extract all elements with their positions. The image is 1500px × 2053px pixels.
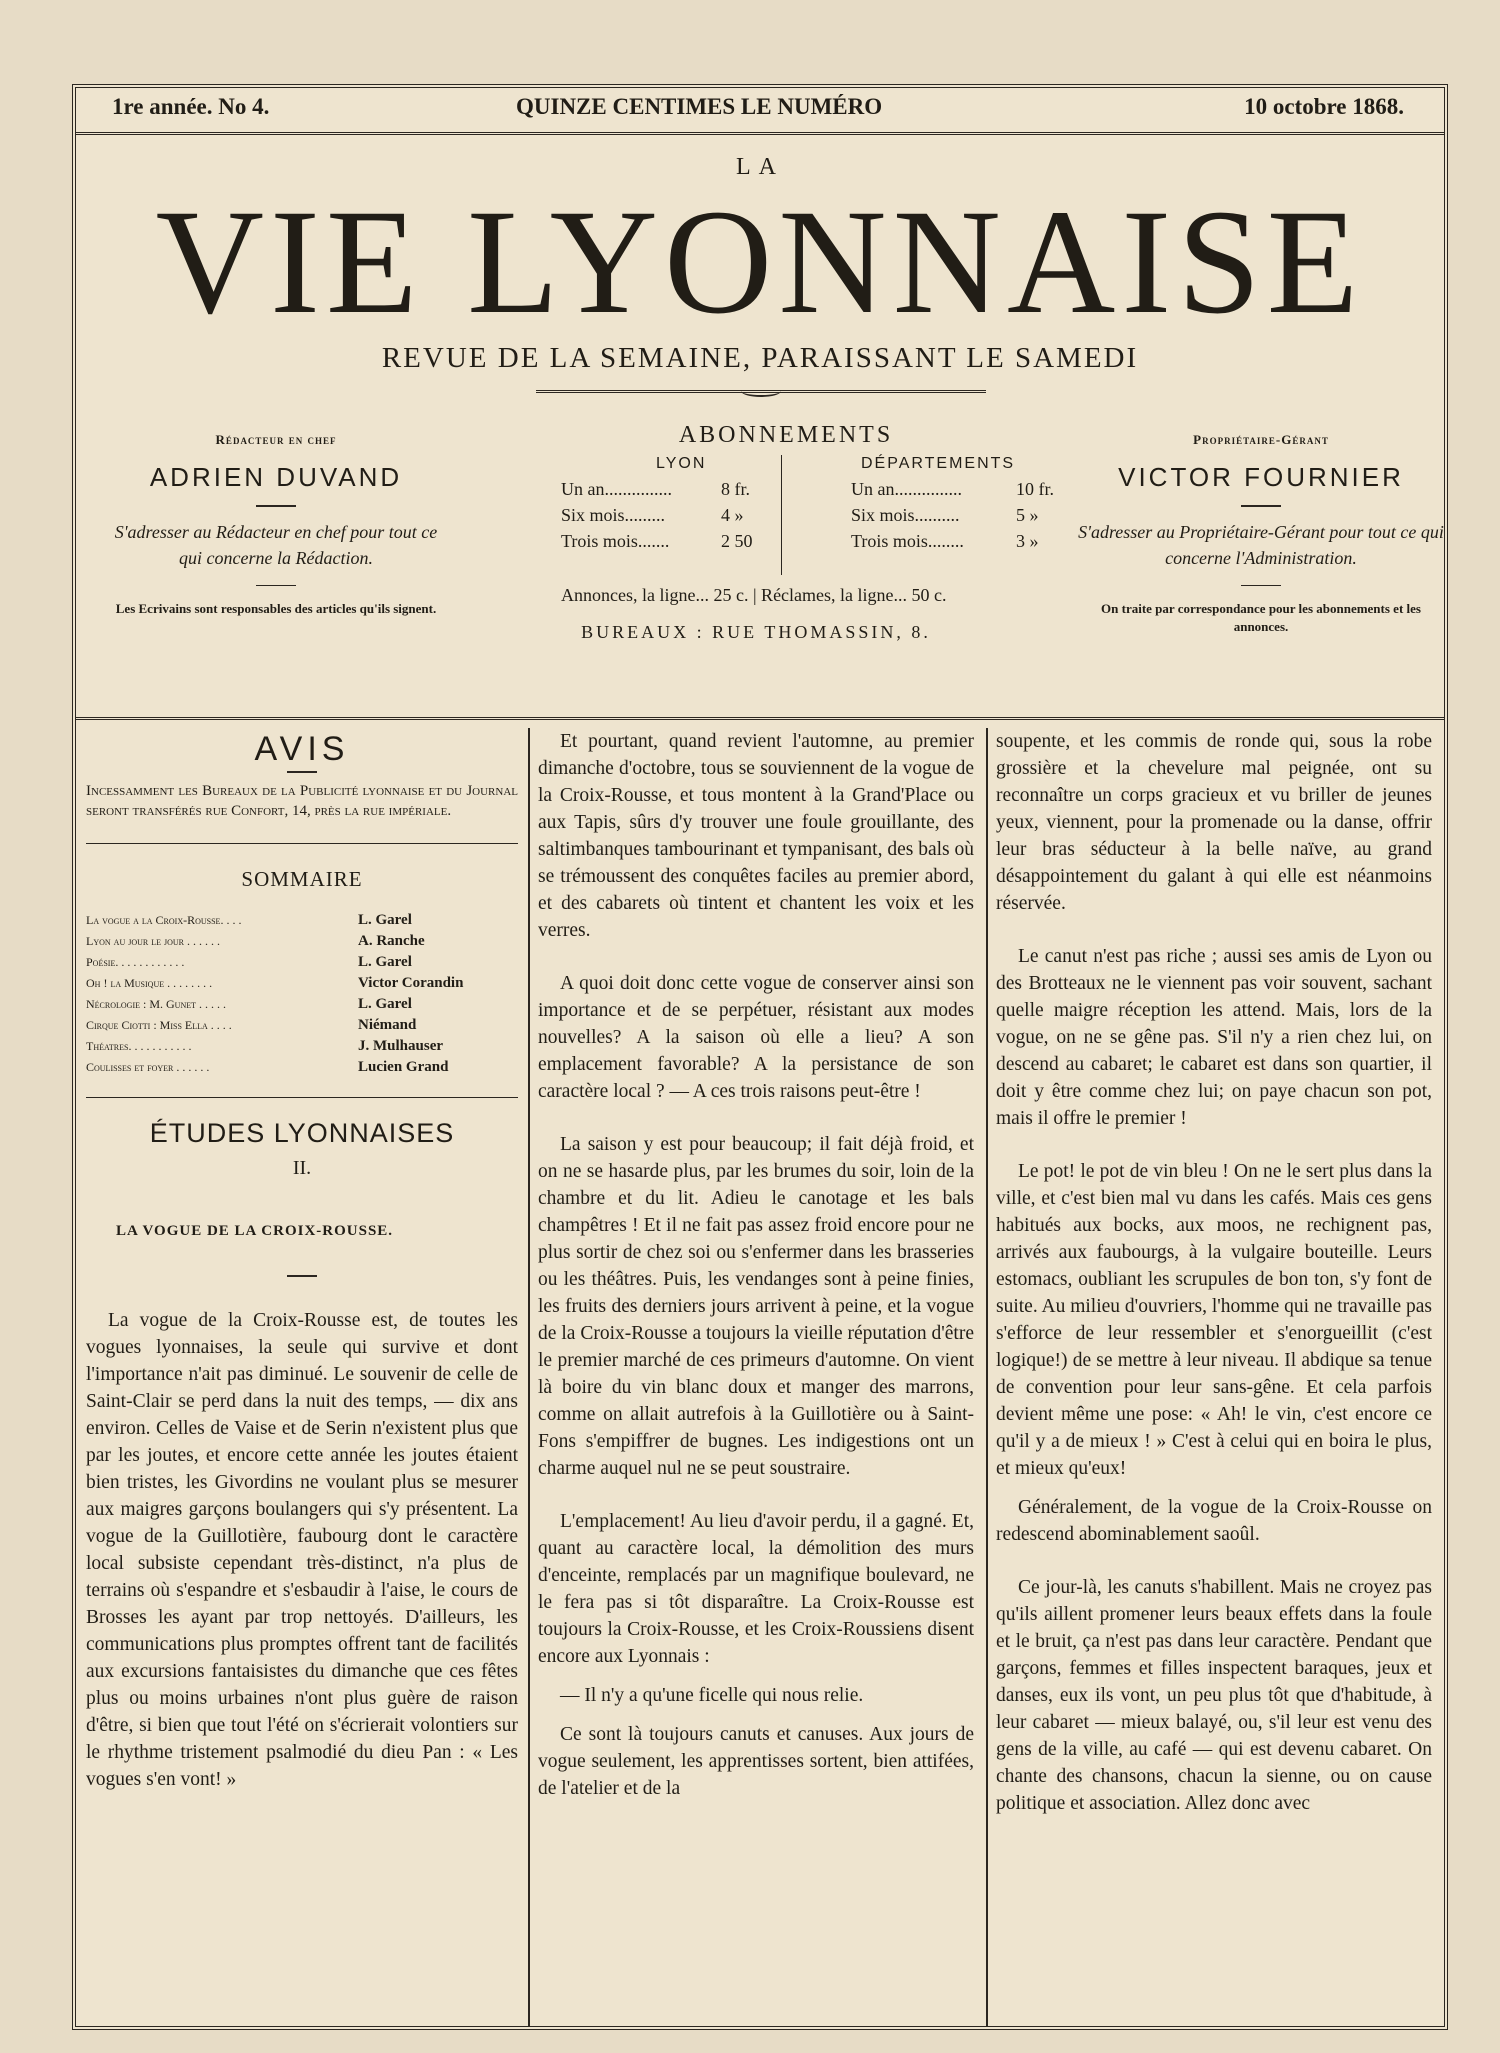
- sommaire-list: [86, 907, 518, 1075]
- item-title: Coulisses et foyer . . . . . .: [86, 1060, 210, 1074]
- item-author: L. Garel: [358, 954, 412, 970]
- issue-bar: [76, 88, 1444, 135]
- bureaux-address: BUREAUX : RUE THOMASSIN, 8.: [581, 622, 931, 642]
- paragraph: Ce sont là toujours canuts et canuses. Aux jours de vogue seulement, les apprentisses sortent, bien attifées, de l'atelier et de la: [538, 1724, 974, 1799]
- paragraph: Généralement, de la vogue de la Croix-Rousse on redescend abominablement saoûl.: [996, 1497, 1432, 1545]
- column-3: [996, 728, 1432, 1817]
- paragraph: Ce jour-là, les canuts s'habillent. Mais ne croyez pas qu'ils aillent promener leurs beaux effets dans la foule et le bruit, ça n'est pas dans leur caractère. Pendant que garçons, femmes et filles inspectent baraques, jeux et danses, eux ils vont, un peu plus tôt que d'habitude, à leur cabaret — mieux balayé, ou, s'il leur est venu des gens de la ville, au café — qui est devenu cabaret. On chante des chansons, chacun la sienne, ou on cause politique et association. Allez donc avec: [996, 1577, 1432, 1814]
- list-item: [86, 991, 518, 1012]
- list-item: [86, 1012, 518, 1033]
- subscriptions: [476, 422, 1096, 643]
- flourish: [256, 505, 296, 507]
- column-1: [86, 728, 518, 1793]
- section-rule: [86, 1097, 518, 1098]
- paragraph: Et pourtant, quand revient l'automne, au premier dimanche d'octobre, tous se souviennent de la vogue de la Croix-Rousse, et tous montent à la Grand'Place ou aux Tapis, sûrs d'y trouver une foule grouillante, des saltimbanques tambourinant et tympanisant, des bals où se trémoussent des conquêtes faciles au premier abord, et des cabarets où tintent et chantent les voix et les verres.: [538, 731, 974, 941]
- masthead: [76, 132, 1444, 717]
- item-author: Victor Corandin: [358, 975, 464, 991]
- lyon-row-price: 2 50: [721, 531, 753, 551]
- lyon-row-label: Un an...............: [561, 479, 672, 499]
- spacer: [996, 917, 1432, 943]
- item-title: Nécrologie : M. Gunet . . . . .: [86, 997, 226, 1011]
- section-number: II.: [292, 1157, 312, 1179]
- paragraph: Le pot! le pot de vin bleu ! On ne le sert plus dans la ville, et c'est bien mal vu dans les cafés. Mais ces gens habitués aux bocks, aux moos, ne rechignent pas, arrivés aux faubourgs, à la vulgaire bouteille. Leurs estomacs, oubliant les scrupules de bon ton, s'y font de suite. Au milieu d'ouvriers, l'homme qui ne travaille pas s'efforce de leur ressembler et s'enorgueillit (c'est logique!) de se mettre à leur niveau. Il abdique sa tenue de convention pour leur sans-gêne. Et cela parfois devient même une pose: « Ah! le vin, c'est encore ce qu'il y a de mieux ! » C'est à celui qui en boira le plus, et mieux qu'eux!: [996, 1161, 1432, 1479]
- item-title: Lyon au jour le jour . . . . . .: [86, 934, 220, 948]
- list-item: [86, 907, 518, 928]
- dep-row-price: 10 fr.: [1016, 479, 1054, 499]
- divider: [287, 1275, 317, 1277]
- list-item: [86, 928, 518, 949]
- paragraph: A quoi doit donc cette vogue de conserver ainsi son importance et de se perpétuer, résistant aux modes nouvelles? A la saison où elle a lieu? A son emplacement favorable? A la persistance de son caractère local ? — A ces trois raisons peut-être !: [538, 973, 974, 1102]
- masthead-article: LA: [736, 154, 784, 180]
- item-title: Cirque Ciotti : Miss Ella . . . .: [86, 1018, 232, 1032]
- article-title: LA VOGUE DE LA CROIX-ROUSSE.: [116, 1223, 394, 1239]
- manager-name: VICTOR FOURNIER: [1118, 462, 1404, 492]
- list-item: [86, 970, 518, 991]
- list-item: [86, 1054, 518, 1075]
- spacer: [538, 1482, 974, 1508]
- paragraph: La vogue de la Croix-Rousse est, de toutes les vogues lyonnaises, la seule qui survive et dont l'importance n'ait pas diminué. Le souvenir de celle de Saint-Clair se perd dans la nuit des temps, — dix ans environ. Celles de Vaise et de Serin n'existent plus que par les joutes, et encore cette année les joutes étaient bien tristes, les Givordins ne voulant plus se mesurer aux maigres garçons boulangers qui s'y présentent. La vogue de la Guillotière, faubourg dont le caractère local subsiste cependant très-distinct, n'a plus de terrains où s'espandre et s'esbaudir à l'aise, le cours de Brosses les ayant par trop nettoyés. D'ailleurs, les communications plus promptes offrent tant de facilités aux excursions fantaisistes du dimanche que ces fêtes plus ou moins urbaines n'ont plus guère de raison d'être, si bien que tout l'été on s'écrierait volontiers sur le rhythme tristement psalmodié du dieu Pan : « Les vogues s'en vont! »: [86, 1310, 518, 1790]
- lyon-row-price: 8 fr.: [721, 479, 750, 499]
- column-rule: [528, 728, 530, 2028]
- avis-text: Incessamment les Bureaux de la Publicité lyonnaise et du Journal seront transférés rue Confort, 14, près la rue impériale.: [86, 783, 518, 819]
- divider: [256, 585, 296, 586]
- dep-row-label: Trois mois........: [851, 531, 964, 551]
- issue-number: 1re année. No 4.: [112, 94, 270, 119]
- dep-row-label: Un an...............: [851, 479, 962, 499]
- lyon-row-price: 4 »: [721, 505, 744, 525]
- manager-note: On traite par correspondance pour les abonnements et les annonces.: [1101, 601, 1421, 634]
- paragraph: Le canut n'est pas riche ; aussi ses amis de Lyon ou des Brotteaux ne le viennent pas voir souvent, sachant quelle maigre réception les attend. Mais, lors de la vogue, on ne se gêne pas. S'il n'y a rien chez lui, on descend au cabaret; le cabaret est dans son quartier, il doit y être comme chez lui; on paye chacun son pot, mais il offre le premier !: [996, 946, 1432, 1129]
- subscriptions-title: ABONNEMENTS: [678, 422, 894, 448]
- subscriptions-table: [476, 455, 1096, 575]
- price-line: QUINZE CENTIMES LE NUMÉRO: [516, 94, 883, 119]
- editor-role: Rédacteur en chef: [215, 432, 337, 447]
- paragraph: La saison y est pour beaucoup; il fait déjà froid, et on ne se hasarde plus, par les brumes du soir, loin de la chambre et du lit. Adieu le canotage et les bals champêtres ! Et il ne fait pas assez froid encore pour ne plus sortir de chez soi ou s'enfermer dans les brasseries ou les théâtres. Puis, les vendanges sont à peine finies, les fruits des derniers jours arrivent à peine, et la vogue de la Croix-Rousse a toujours la vieille réputation d'être le premier marché de ces primeurs d'automne. On vient là boire du vin blanc doux et manger des marrons, comme on allait autrefois à la Guillotière ou à Saint-Fons s'empiffrer de bugnes. Les indigestions ont un charme auquel nul ne se peut soustraire.: [538, 1134, 974, 1479]
- editor-name: ADRIEN DUVAND: [149, 462, 403, 492]
- newspaper-page: [72, 84, 1448, 2030]
- table-divider: [781, 455, 782, 575]
- manager-box: [1076, 432, 1446, 636]
- lyon-header: LYON: [656, 455, 707, 472]
- sommaire-title: SOMMAIRE: [241, 867, 363, 891]
- masthead-rule: [76, 717, 1444, 720]
- paragraph: L'emplacement! Au lieu d'avoir perdu, il a gagné. Et, quant au caractère local, la démolition des murs d'enceinte, remplacés par un magnifique boulevard, ne le fera pas si tôt disparaître. La Croix-Rousse est toujours la Croix-Rousse, et les Croix-Roussiens disent encore aux Lyonnais :: [538, 1511, 974, 1667]
- editor-note: Les Ecrivains sont responsables des articles qu'ils signent.: [115, 601, 437, 616]
- section-title: ÉTUDES LYONNAISES: [149, 1118, 455, 1148]
- item-author: L. Garel: [358, 996, 412, 1012]
- spacer: [996, 1548, 1432, 1574]
- masthead-subtitle: REVUE DE LA SEMAINE, PARAISSANT LE SAMEDI: [381, 342, 1139, 374]
- issue-date: 10 octobre 1868.: [1244, 94, 1404, 119]
- dep-row-price: 5 »: [1016, 505, 1039, 525]
- item-title: Poésie. . . . . . . . . . . .: [86, 955, 185, 969]
- masthead-title: VIE LYONNAISE: [155, 179, 1365, 345]
- dep-row-label: Six mois..........: [851, 505, 960, 525]
- item-title: Oh ! la Musique . . . . . . . .: [86, 976, 213, 990]
- spacer: [538, 944, 974, 970]
- divider: [287, 771, 317, 773]
- annonces-line: Annonces, la ligne... 25 c. | Réclames, la ligne... 50 c.: [561, 585, 947, 605]
- column-rule: [986, 728, 988, 2028]
- column-2: [538, 728, 974, 1802]
- section-rule: [86, 843, 518, 844]
- editor-address: S'adresser au Rédacteur en chef pour tout ce qui concerne la Rédaction.: [114, 522, 438, 568]
- item-author: Lucien Grand: [358, 1059, 449, 1075]
- lyon-row-label: Trois mois.......: [561, 531, 670, 551]
- manager-address: S'adresser au Propriétaire-Gérant pour tout ce qui concerne l'Administration.: [1078, 522, 1444, 568]
- item-author: Niémand: [358, 1017, 417, 1033]
- dep-row-price: 3 »: [1016, 531, 1039, 551]
- item-author: L. Garel: [358, 912, 412, 928]
- spacer: [996, 1132, 1432, 1158]
- avis-title: AVIS: [254, 730, 350, 768]
- dep-header: DÉPARTEMENTS: [861, 455, 1016, 472]
- manager-role: Propriétaire-Gérant: [1193, 432, 1329, 447]
- list-item: [86, 1033, 518, 1054]
- list-item: [86, 949, 518, 970]
- item-author: J. Mulhauser: [358, 1038, 444, 1054]
- paragraph: soupente, et les commis de ronde qui, sous la robe grossière et la chevelure mal peignée, ont su reconnaître un corps gracieux et vu briller de jeunes yeux, viennent, pour la promenade ou la danse, offrir leur bras séducteur à la belle naïve, au grand désappointement du galant à qui elle est néanmoins réservée.: [996, 731, 1432, 914]
- divider: [1241, 585, 1281, 586]
- item-title: La vogue a la Croix-Rousse. . . .: [86, 913, 242, 927]
- ornament-rule: [536, 390, 986, 401]
- item-author: A. Ranche: [358, 933, 425, 949]
- paragraph: — Il n'y a qu'une ficelle qui nous relie.: [560, 1685, 864, 1706]
- item-title: Théatres. . . . . . . . . . .: [86, 1039, 192, 1053]
- flourish: [1241, 505, 1281, 507]
- spacer: [538, 1105, 974, 1131]
- editor-box: [106, 432, 446, 618]
- lyon-row-label: Six mois.........: [561, 505, 666, 525]
